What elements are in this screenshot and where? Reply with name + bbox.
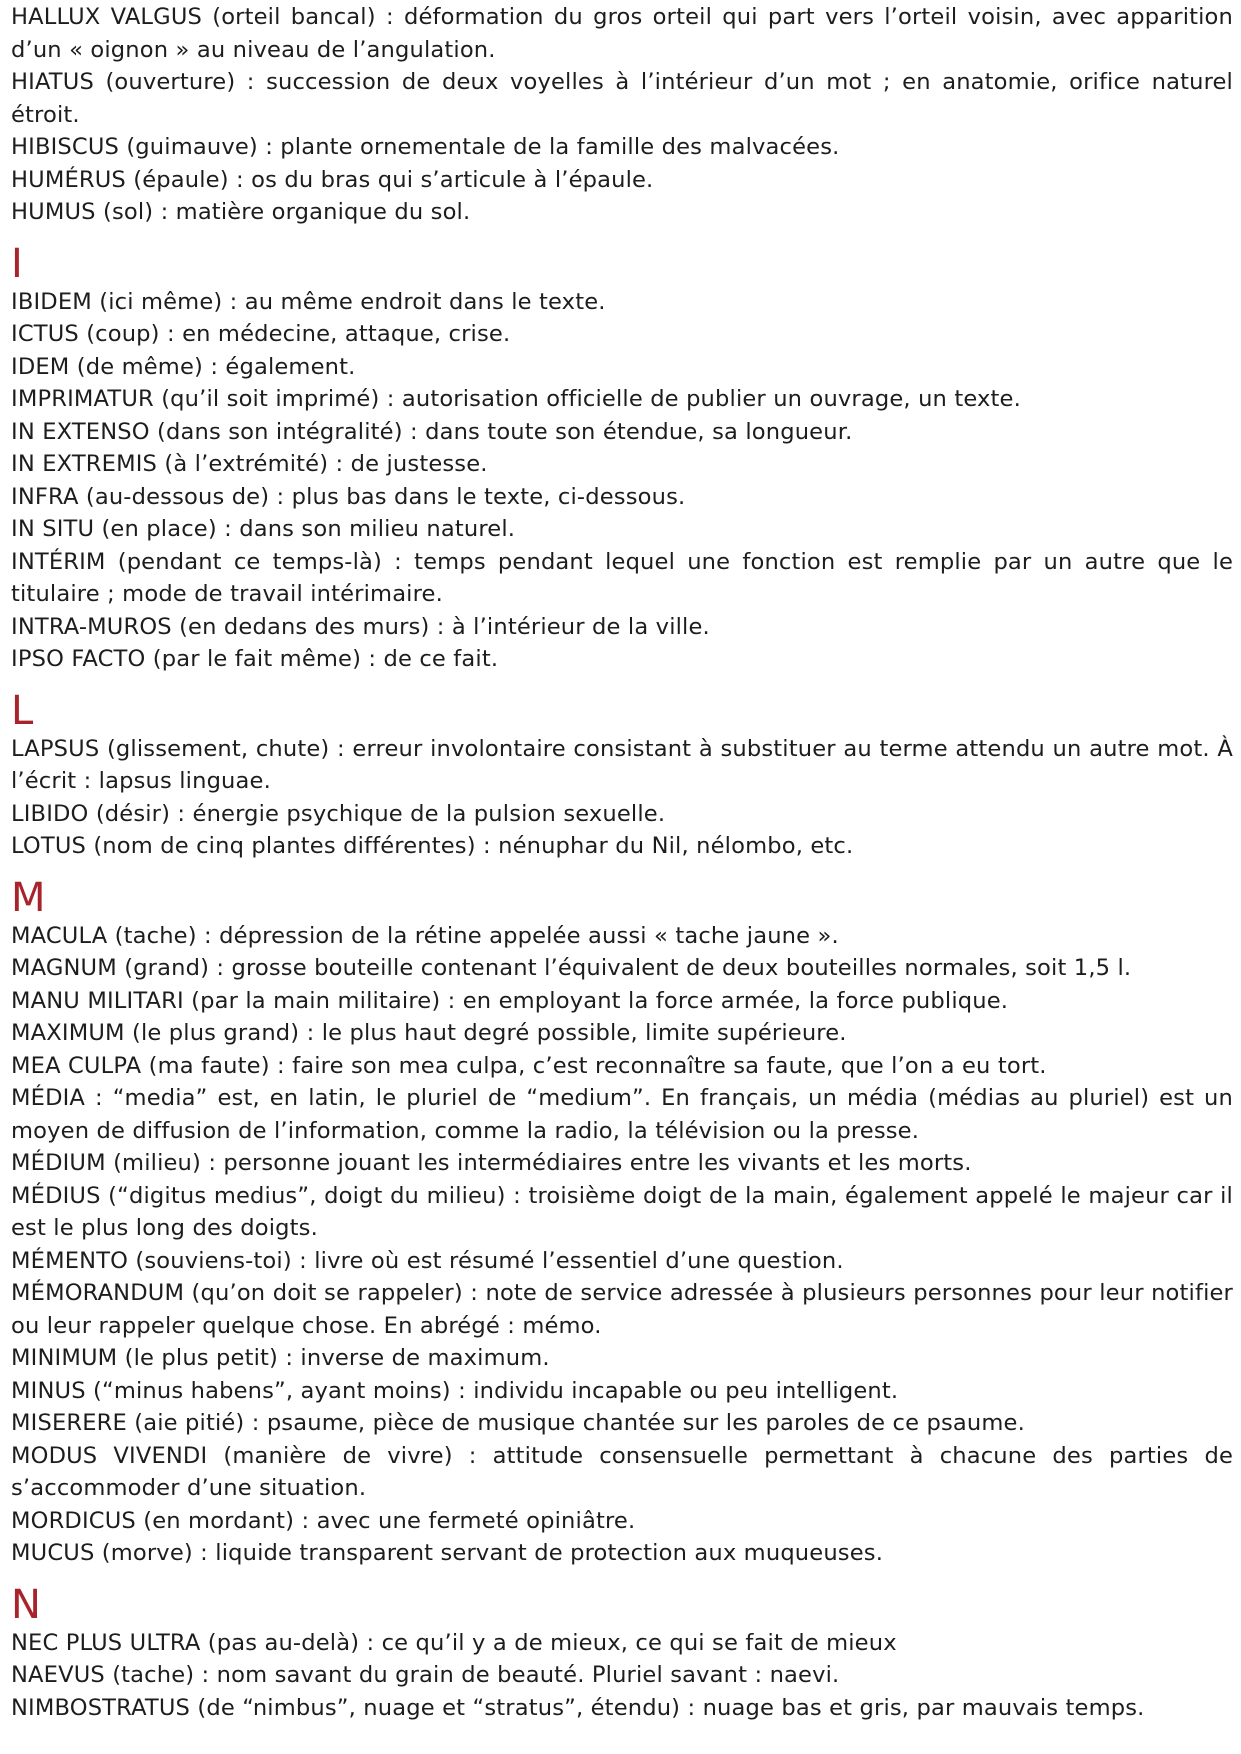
glossary-page (11, 0, 1233, 1724)
glossary-entry: INTRA-MUROS (en dedans des murs) : à l’intérieur de la ville. (11, 613, 710, 640)
glossary-entry: IN SITU (en place) : dans son milieu naturel. (11, 516, 516, 542)
section-letter-heading: M (11, 874, 46, 921)
glossary-entry: IPSO FACTO (par le fait même) : de ce fait. (11, 646, 499, 672)
glossary-entry: IN EXTREMIS (à l’extrémité) : de justesse. (11, 451, 488, 477)
glossary-entry: HIBISCUS (guimauve) : plante ornementale de la famille des malvacées. (11, 134, 840, 160)
glossary-entry: LAPSUS (glissement, chute) : erreur involontaire consistant à substituer au terme attendu un autre mot. À l’écrit : lapsus linguae. (11, 735, 1233, 794)
glossary-entry: MÉDIUM (milieu) : personne jouant les intermédiaires entre les vivants et les morts. (11, 1150, 972, 1176)
glossary-entry: HUMÉRUS (épaule) : os du bras qui s’articule à l’épaule. (11, 166, 654, 193)
glossary-entry: HIATUS (ouverture) : succession de deux voyelles à l’intérieur d’un mot ; en anatomie, orifice naturel étroit. (11, 69, 1233, 128)
glossary-entry: NAEVUS (tache) : nom savant du grain de beauté. Pluriel savant : naevi. (11, 1662, 840, 1688)
glossary-entry: MORDICUS (en mordant) : avec une fermeté opiniâtre. (11, 1507, 636, 1534)
section-letter-heading: I (11, 240, 23, 287)
glossary-section-h-continued (11, 0, 1233, 229)
glossary-entry: MAGNUM (grand) : grosse bouteille contenant l’équivalent de deux bouteilles normales, soit 1,5 l. (11, 955, 1132, 981)
glossary-entry: MÉDIUS (“digitus medius”, doigt du milieu) : troisième doigt de la main, également appelé le majeur car il est le plus long des doigts. (11, 1182, 1233, 1241)
glossary-entry: INTÉRIM (pendant ce temps-là) : temps pendant lequel une fonction est remplie par un autre que le titulaire ; mode de travail intérimaire. (11, 548, 1233, 607)
glossary-entry: MACULA (tache) : dépression de la rétine appelée aussi « tache jaune ». (11, 922, 839, 949)
glossary-entry: IDEM (de même) : également. (11, 353, 356, 380)
glossary-section-m (11, 874, 1233, 1570)
glossary-entry: MÉMORANDUM (qu’on doit se rappeler) : note de service adressée à plusieurs personnes pour leur notifier ou leur rappeler quelque chose. En abrégé : mémo. (11, 1280, 1233, 1339)
glossary-entry: MÉDIA : “media” est, en latin, le pluriel de “medium”. En français, un média (médias au pluriel) est un moyen de diffusion de l’information, comme la radio, la télévision ou la presse. (11, 1085, 1233, 1144)
glossary-entry: LIBIDO (désir) : énergie psychique de la pulsion sexuelle. (11, 800, 666, 827)
glossary-entry: MINUS (“minus habens”, ayant moins) : individu incapable ou peu intelligent. (11, 1377, 899, 1404)
glossary-entry: INFRA (au-dessous de) : plus bas dans le texte, ci-dessous. (11, 483, 686, 510)
glossary-entry: NEC PLUS ULTRA (pas au-delà) : ce qu’il y a de mieux, ce qui se fait de mieux (11, 1629, 897, 1656)
glossary-entry: MISERERE (aie pitié) : psaume, pièce de musique chantée sur les paroles de ce psaume. (11, 1410, 1025, 1436)
glossary-entry: MAXIMUM (le plus grand) : le plus haut degré possible, limite supérieure. (11, 1020, 847, 1046)
glossary-entry: IMPRIMATUR (qu’il soit imprimé) : autorisation officielle de publier un ouvrage, un texte. (11, 386, 1021, 412)
section-letter-heading: N (11, 1581, 42, 1628)
glossary-entry: MANU MILITARI (par la main militaire) : en employant la force armée, la force publique. (11, 987, 1009, 1014)
glossary-entry: MEA CULPA (ma faute) : faire son mea culpa, c’est reconnaître sa faute, que l’on a eu tort. (11, 1052, 1047, 1079)
glossary-section-l (11, 687, 1233, 863)
glossary-section-n (11, 1581, 1233, 1725)
glossary-entry: ICTUS (coup) : en médecine, attaque, crise. (11, 321, 511, 347)
glossary-entry: IN EXTENSO (dans son intégralité) : dans toute son étendue, sa longueur. (11, 418, 853, 445)
glossary-entry: HUMUS (sol) : matière organique du sol. (11, 199, 471, 225)
section-letter-heading: L (11, 687, 34, 734)
glossary-entry: MUCUS (morve) : liquide transparent servant de protection aux muqueuses. (11, 1540, 884, 1566)
glossary-entry: IBIDEM (ici même) : au même endroit dans le texte. (11, 288, 606, 315)
glossary-entry: NIMBOSTRATUS (de “nimbus”, nuage et “stratus”, étendu) : nuage bas et gris, par mauvais temps. (11, 1694, 1145, 1721)
glossary-entry: MÉMENTO (souviens-toi) : livre où est résumé l’essentiel d’une question. (11, 1247, 844, 1274)
glossary-entry: MINIMUM (le plus petit) : inverse de maximum. (11, 1345, 550, 1371)
glossary-entry: MODUS VIVENDI (manière de vivre) : attitude consensuelle permettant à chacune des parties de s’accommoder d’une situation. (11, 1442, 1233, 1501)
glossary-entry: HALLUX VALGUS (orteil bancal) : déformation du gros orteil qui part vers l’orteil voisin, avec apparition d’un « oignon » au niveau de l’angulation. (11, 4, 1233, 63)
glossary-entry: LOTUS (nom de cinq plantes différentes) : nénuphar du Nil, nélombo, etc. (11, 833, 854, 859)
glossary-section-i (11, 240, 1233, 676)
